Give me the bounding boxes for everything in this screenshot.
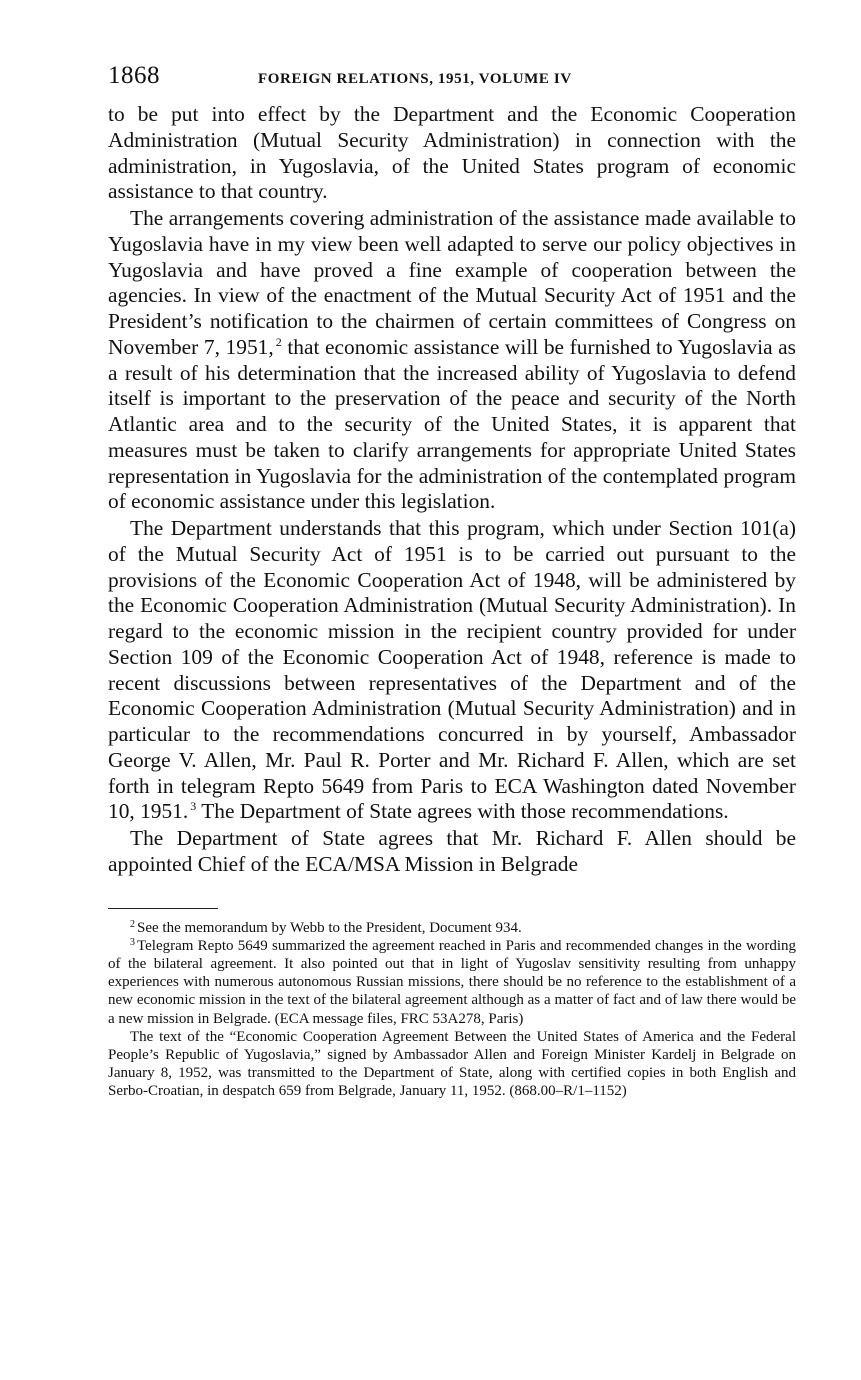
page-number: 1868 — [108, 62, 160, 89]
footnote-ref-2[interactable]: 2 — [275, 334, 282, 349]
paragraph-2-part-b: that economic assistance will be furnished to Yugoslavia as a result of his determination that the increased ability of Yugoslavia to defend itself is important to the preservation of the peace and security of the North Atlantic area and to the security of the United States, it is apparent that measures must be taken to clarify arrangements for appropriate United States representation in Yugoslavia for the administration of the contemplated program of economic assistance under this legislation. — [108, 334, 796, 514]
body-text — [108, 102, 796, 878]
paragraph-4: The Department of State agrees that Mr. Richard F. Allen should be appointed Chief of the ECA/MSA Mission in Belgrade — [108, 826, 796, 876]
footnotes — [108, 919, 796, 1101]
paragraph-3-part-b: The Department of State agrees with those recommendations. — [201, 799, 729, 824]
document-page — [108, 62, 796, 1101]
footnote-divider — [108, 908, 218, 909]
paragraph-1: to be put into effect by the Department and the Economic Cooperation Administration (Mutual Security Administration) in connection with the administration, in Yugoslavia, of the United States program of economic assistance to that country. — [108, 102, 796, 204]
footnote-3 — [108, 937, 796, 1028]
footnote-3-text: Telegram Repto 5649 summarized the agreement reached in Paris and recommended changes in the wording of the bilateral agreement. It also pointed out that in light of Yugoslav sensitivity resulting from unhappy experiences with numerous autonomous Russian missions, there should be no reference to the establishment of a new economic mission in the text of the bilateral agreement although as a matter of fact and of law there would be a new mission in Belgrade. (ECA message files, FRC 53A278, Paris) — [108, 937, 796, 1027]
running-head — [108, 62, 796, 102]
footnote-3-continued: The text of the “Economic Cooperation Agreement Between the United States of America and the Federal People’s Republic of Yugoslavia,” signed by Ambassador Allen and Foreign Minister Kardelj in Belgrade on January 8, 1952, was transmitted to the Department of State, along with certified copies in both English and Serbo-Croatian, in despatch 659 from Belgrade, January 11, 1952. (868.00–R/1–1152) — [108, 1028, 796, 1100]
footnote-3-mark: 3 — [130, 936, 135, 948]
paragraph-2 — [108, 206, 796, 515]
footnote-2 — [108, 919, 796, 937]
footnote-2-mark: 2 — [130, 918, 135, 930]
paragraph-3 — [108, 516, 796, 825]
running-head-title: FOREIGN RELATIONS, 1951, VOLUME IV — [258, 71, 572, 87]
footnote-ref-3[interactable]: 3 — [190, 799, 197, 814]
paragraph-3-part-a: The Department understands that this program, which under Section 101(a) of the Mutual Security Act of 1951 is to be carried out pursuant to the provisions of the Economic Cooperation Act of 1948, will be administered by the Economic Cooperation Administration (Mutual Security Administration). In regard to the economic mission in the recipient country provided for under Section 109 of the Economic Cooperation Act of 1948, reference is made to recent discussions between representatives of the Department and of the Economic Cooperation Administration (Mutual Security Administration) and in particular to the recommendations concurred in by yourself, Ambassador George V. Allen, Mr. Paul R. Porter and Mr. Richard F. Allen, which are set forth in telegram Repto 5649 from Paris to ECA Washington dated November 10, 1951. — [108, 516, 796, 824]
footnote-2-text: See the memorandum by Webb to the President, Document 934. — [137, 919, 522, 936]
paragraph-2-part-a: The arrangements covering administration of the assistance made available to Yugoslavia have in my view been well adapted to serve our policy objectives in Yugoslavia and have proved a fine example of cooperation between the agencies. In view of the enactment of the Mutual Security Act of 1951 and the President’s notification to the chairmen of certain committees of Congress on November 7, 1951, — [108, 206, 796, 359]
